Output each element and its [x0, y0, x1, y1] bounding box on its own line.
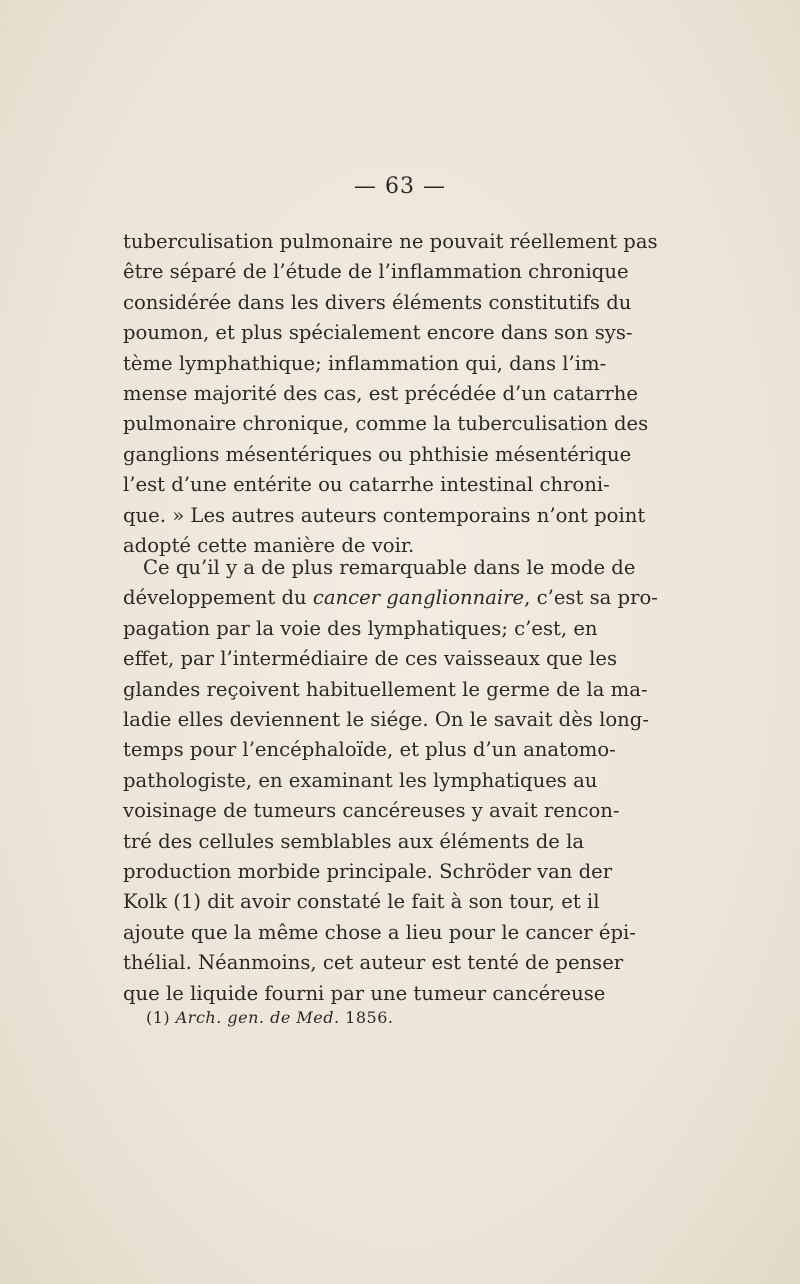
- text-line: tuberculisation pulmonaire ne pouvait réellement pas: [123, 230, 658, 253]
- text-line: tré des cellules semblables aux éléments de la: [123, 829, 585, 853]
- text-line: voisinage de tumeurs cancéreuses y avait rencon-: [123, 799, 620, 823]
- text-line: poumon, et plus spécialement encore dans son sys-: [123, 321, 633, 345]
- text-line: Kolk (1) dit avoir constaté le fait à son tour, et il: [123, 890, 600, 914]
- text-line: ganglions mésentériques ou phthisie mésentérique: [123, 442, 632, 466]
- paragraph-1: [123, 227, 658, 561]
- text-line: l’est d’une entérite ou catarrhe intestinal chroni-: [123, 473, 610, 497]
- text-line: considérée dans les divers éléments constitutifs du: [123, 290, 632, 314]
- footnote-year: 1856.: [339, 1008, 394, 1027]
- italic-term: cancer ganglionnaire: [312, 586, 525, 610]
- text-line: mense majorité des cas, est précédée d’un catarrhe: [123, 382, 638, 406]
- text-line: pagation par la voie des lymphatiques; c’est, en: [123, 616, 598, 640]
- text-line: Ce qu’il y a de plus remarquable dans le mode de: [143, 556, 636, 579]
- text-line: [123, 583, 658, 613]
- text-line: pulmonaire chronique, comme la tuberculisation des: [123, 412, 649, 436]
- text-line: ajoute que la même chose a lieu pour le cancer épi-: [123, 920, 636, 944]
- text-line: thélial. Néanmoins, cet auteur est tenté de penser: [123, 951, 624, 975]
- text-segment: , c’est sa pro-: [524, 586, 658, 610]
- text-line: pathologiste, en examinant les lymphatiques au: [123, 768, 598, 792]
- text-line: adopté cette manière de voir.: [123, 534, 415, 558]
- text-line: tème lymphathique; inflammation qui, dans l’im-: [123, 351, 607, 375]
- text-line: effet, par l’intermédiaire de ces vaisseaux que les: [123, 647, 618, 671]
- text-line: que le liquide fourni par une tumeur cancéreuse: [123, 981, 606, 1005]
- text-line: temps pour l’encéphaloïde, et plus d’un anatomo-: [123, 738, 616, 762]
- footnote: [146, 1008, 393, 1027]
- footnote-source: Arch. gen. de Med.: [175, 1008, 340, 1027]
- footnote-marker: (1): [146, 1008, 176, 1027]
- text-line: glandes reçoivent habituellement le germe de la ma-: [123, 677, 648, 701]
- page-number: — 63 —: [354, 174, 446, 199]
- text-line: que. » Les autres auteurs contemporains n’ont point: [123, 503, 646, 527]
- paragraph-2: [123, 553, 658, 1009]
- text-line: ladie elles deviennent le siége. On le savait dès long-: [123, 708, 649, 732]
- text-line: être séparé de l’étude de l’inflammation chronique: [123, 260, 629, 284]
- text-segment: développement du: [123, 586, 313, 610]
- text-line: production morbide principale. Schröder van der: [123, 860, 613, 884]
